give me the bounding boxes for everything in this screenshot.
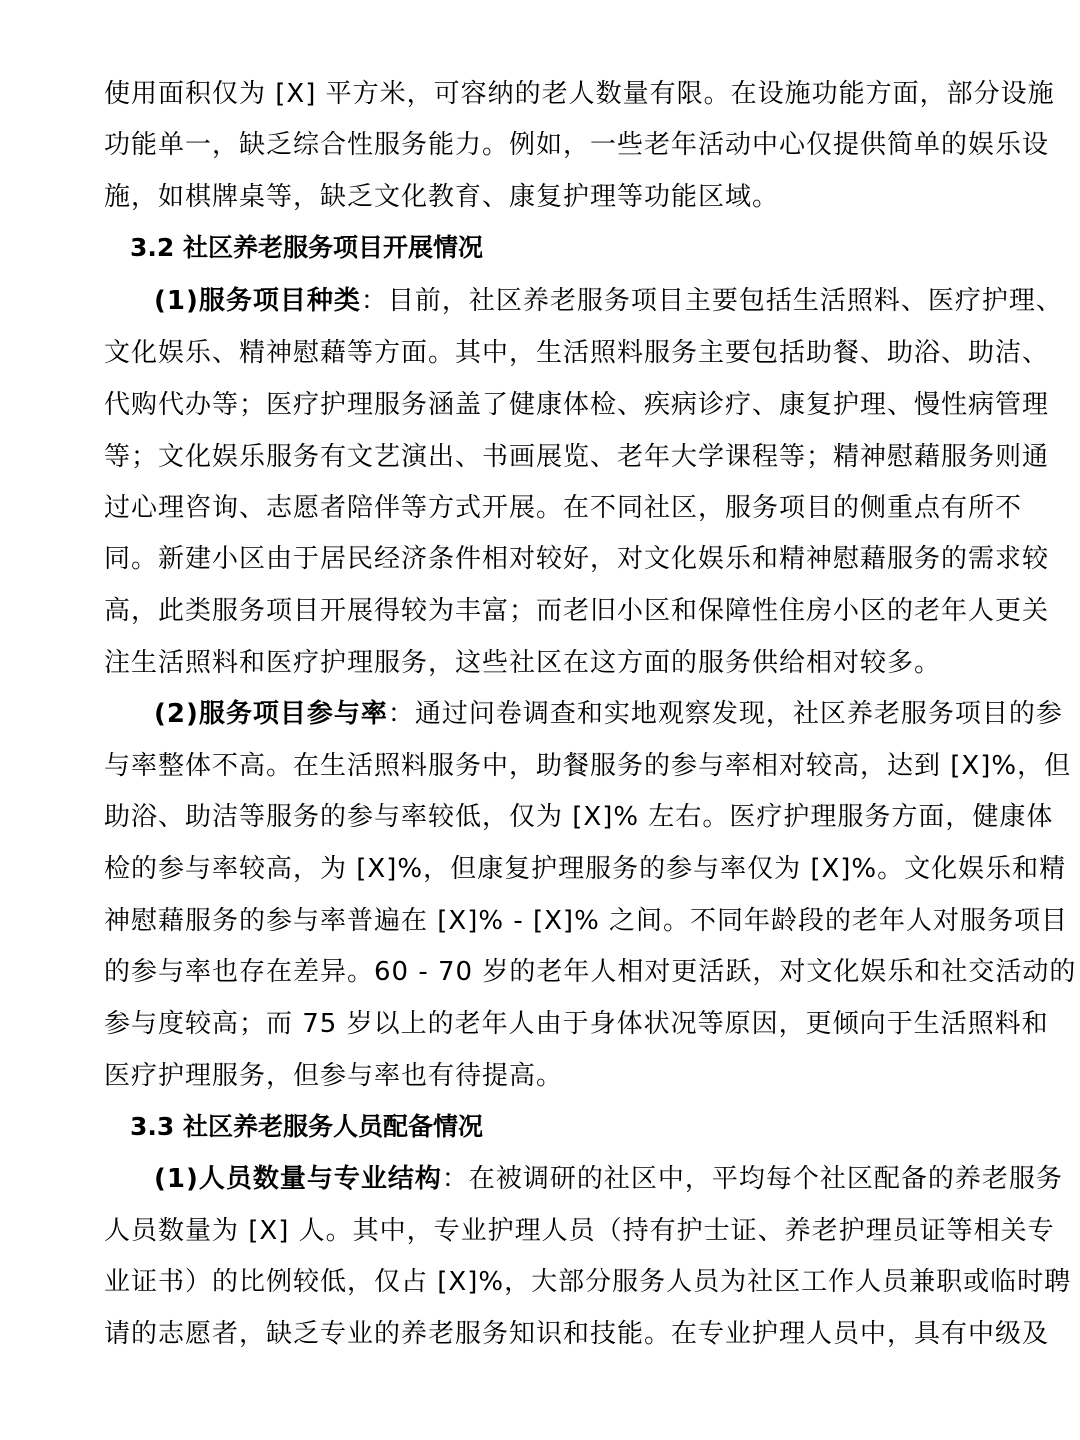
paragraph-line: 注生活照料和医疗护理服务，这些社区在这方面的服务供给相对较多。: [104, 648, 942, 678]
intro-line-2: 功能单一，缺乏综合性服务能力。例如，一些老年活动中心仅提供简单的娱乐设: [104, 130, 1050, 160]
paragraph-text: ：目前，社区养老服务项目主要包括生活照料、医疗护理、: [360, 286, 1063, 316]
intro-line-1: 使用面积仅为 [X] 平方米，可容纳的老人数量有限。在设施功能方面，部分设施: [104, 79, 1055, 109]
paragraph-line: 神慰藉服务的参与率普遍在 [X]% - [X]% 之间。不同年龄段的老年人对服务项目: [104, 906, 1069, 936]
paragraph-line: 参与度较高；而 75 岁以上的老年人由于身体状况等原因，更倾向于生活照料和: [104, 1009, 1049, 1039]
paragraph-line: 的参与率也存在差异。60 - 70 岁的老年人相对更活跃，对文化娱乐和社交活动的: [104, 957, 1077, 987]
section-3-2-heading: 3.2 社区养老服务项目开展情况: [130, 233, 483, 262]
paragraph-line: 过心理咨询、志愿者陪伴等方式开展。在不同社区，服务项目的侧重点有所不: [104, 493, 1023, 523]
paragraph-line: 检的参与率较高，为 [X]%，但康复护理服务的参与率仅为 [X]%。文化娱乐和精: [104, 854, 1067, 884]
paragraph-line: 文化娱乐、精神慰藉等方面。其中，生活照料服务主要包括助餐、助浴、助洁、: [104, 338, 1050, 368]
paragraph-line: 医疗护理服务，但参与率也有待提高。: [104, 1061, 564, 1091]
paragraph-first-line: [154, 284, 1063, 318]
paragraph-term: (1)服务项目种类: [154, 286, 361, 316]
paragraph-line: 代购代办等；医疗护理服务涵盖了健康体检、疾病诊疗、康复护理、慢性病管理: [104, 390, 1050, 420]
paragraph-line: 请的志愿者，缺乏专业的养老服务知识和技能。在专业护理人员中，具有中级及: [104, 1319, 1050, 1349]
paragraph-text: ：在被调研的社区中，平均每个社区配备的养老服务: [441, 1164, 1063, 1194]
paragraph-first-line: [154, 697, 1063, 731]
paragraph-line: 同。新建小区由于居民经济条件相对较好，对文化娱乐和精神慰藉服务的需求较: [104, 544, 1050, 574]
paragraph-term: (1)人员数量与专业结构: [154, 1164, 442, 1194]
paragraph-line: 业证书）的比例较低，仅占 [X]%，大部分服务人员为社区工作人员兼职或临时聘: [104, 1267, 1072, 1297]
paragraph-line: 助浴、助洁等服务的参与率较低，仅为 [X]% 左右。医疗护理服务方面，健康体: [104, 802, 1054, 832]
paragraph-line: 人员数量为 [X] 人。其中，专业护理人员（持有护士证、养老护理员证等相关专: [104, 1216, 1055, 1246]
paragraph-term: (2)服务项目参与率: [154, 699, 388, 729]
section-3-3-heading: 3.3 社区养老服务人员配备情况: [130, 1112, 483, 1141]
paragraph-line: 高，此类服务项目开展得较为丰富；而老旧小区和保障性住房小区的老年人更关: [104, 596, 1050, 626]
paragraph-first-line: [154, 1162, 1063, 1196]
paragraph-line: 与率整体不高。在生活照料服务中，助餐服务的参与率相对较高，达到 [X]%，但: [104, 751, 1072, 781]
paragraph-text: ：通过问卷调查和实地观察发现，社区养老服务项目的参: [387, 699, 1063, 729]
intro-line-3: 施，如棋牌桌等，缺乏文化教育、康复护理等功能区域。: [104, 182, 780, 212]
paragraph-line: 等；文化娱乐服务有文艺演出、书画展览、老年大学课程等；精神慰藉服务则通: [104, 442, 1050, 472]
